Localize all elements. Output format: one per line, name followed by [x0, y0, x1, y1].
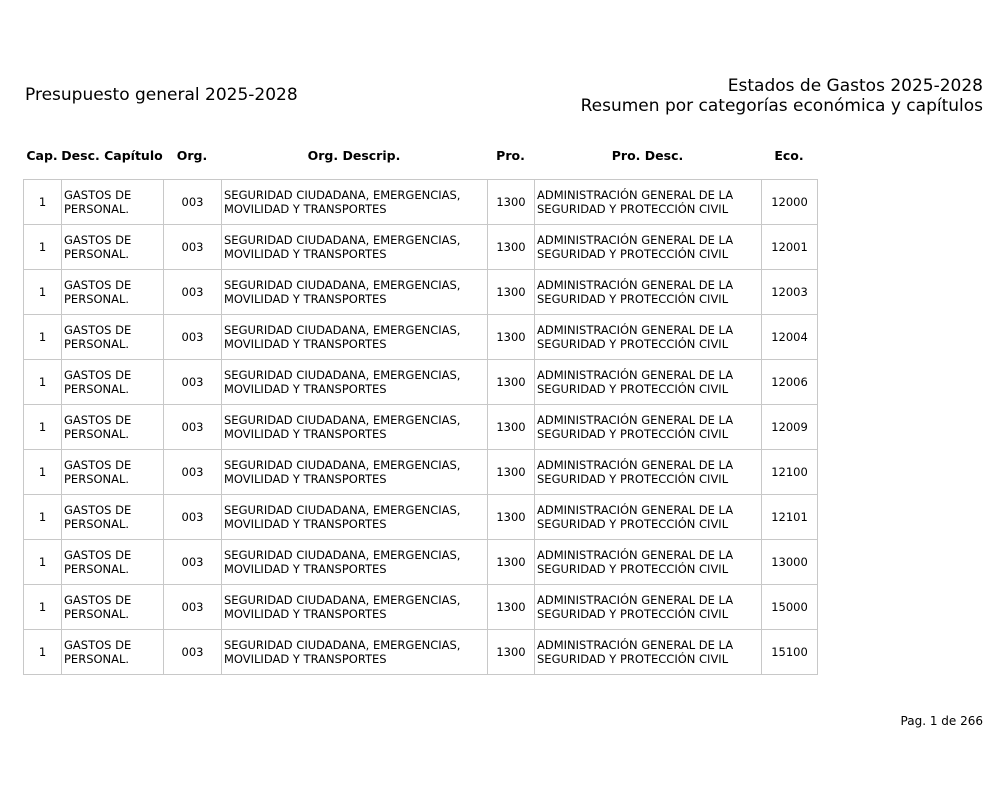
report-title-line-2: Resumen por categorías económica y capítulos — [580, 96, 983, 116]
cell-org-descrip-line-1: SEGURIDAD CIUDADANA, EMERGENCIAS, — [224, 413, 461, 427]
cell-eco: 12001 — [762, 225, 818, 270]
cell-org-descrip-line-2: MOVILIDAD Y TRANSPORTES — [224, 337, 387, 351]
column-header-pro-desc: Pro. Desc. — [611, 148, 684, 163]
cell-desc-capitulo — [62, 270, 164, 315]
cell-eco: 12006 — [762, 360, 818, 405]
cell-eco: 15000 — [762, 585, 818, 630]
cell-pro-desc-line-1: ADMINISTRACIÓN GENERAL DE LA — [537, 233, 734, 247]
cell-org-descrip-line-1: SEGURIDAD CIUDADANA, EMERGENCIAS, — [224, 368, 461, 382]
cell-pro: 1300 — [488, 630, 535, 675]
cell-desc-capitulo-line-2: PERSONAL. — [64, 292, 130, 306]
cell-org-descrip-line-2: MOVILIDAD Y TRANSPORTES — [224, 472, 387, 486]
cell-pro-desc — [535, 495, 762, 540]
cell-desc-capitulo — [62, 585, 164, 630]
cell-pro-desc-line-2: SEGURIDAD Y PROTECCIÓN CIVIL — [537, 292, 729, 306]
cell-org-descrip-line-1: SEGURIDAD CIUDADANA, EMERGENCIAS, — [224, 323, 461, 337]
cell-org: 003 — [164, 405, 222, 450]
column-header-eco: Eco. — [774, 148, 804, 163]
page-number: Pag. 1 de 266 — [900, 714, 983, 728]
cell-pro-desc-line-2: SEGURIDAD Y PROTECCIÓN CIVIL — [537, 337, 729, 351]
cell-org-descrip — [222, 450, 488, 495]
column-header-org: Org. — [176, 148, 208, 163]
cell-org-descrip-line-2: MOVILIDAD Y TRANSPORTES — [224, 292, 387, 306]
cell-desc-capitulo — [62, 450, 164, 495]
cell-org: 003 — [164, 315, 222, 360]
cell-org-descrip-line-2: MOVILIDAD Y TRANSPORTES — [224, 652, 387, 666]
cell-pro-desc — [535, 180, 762, 225]
cell-org-descrip — [222, 270, 488, 315]
cell-desc-capitulo-line-1: GASTOS DE — [64, 188, 132, 202]
cell-org-descrip — [222, 360, 488, 405]
cell-desc-capitulo-line-2: PERSONAL. — [64, 247, 130, 261]
cell-desc-capitulo — [62, 540, 164, 585]
cell-desc-capitulo-line-2: PERSONAL. — [64, 337, 130, 351]
cell-pro-desc-line-1: ADMINISTRACIÓN GENERAL DE LA — [537, 188, 734, 202]
cell-pro: 1300 — [488, 180, 535, 225]
cell-desc-capitulo-line-1: GASTOS DE — [64, 458, 132, 472]
table-row — [24, 180, 818, 225]
column-headers — [23, 148, 817, 166]
cell-desc-capitulo-line-1: GASTOS DE — [64, 413, 132, 427]
cell-cap: 1 — [24, 585, 62, 630]
cell-org-descrip — [222, 630, 488, 675]
cell-eco: 13000 — [762, 540, 818, 585]
cell-org: 003 — [164, 630, 222, 675]
cell-pro-desc-line-1: ADMINISTRACIÓN GENERAL DE LA — [537, 278, 734, 292]
cell-org: 003 — [164, 225, 222, 270]
cell-org-descrip — [222, 495, 488, 540]
cell-desc-capitulo-line-1: GASTOS DE — [64, 368, 132, 382]
cell-desc-capitulo — [62, 180, 164, 225]
cell-desc-capitulo-line-2: PERSONAL. — [64, 517, 130, 531]
cell-org: 003 — [164, 495, 222, 540]
cell-pro-desc-line-2: SEGURIDAD Y PROTECCIÓN CIVIL — [537, 472, 729, 486]
cell-desc-capitulo-line-1: GASTOS DE — [64, 638, 132, 652]
cell-pro-desc-line-1: ADMINISTRACIÓN GENERAL DE LA — [537, 503, 734, 517]
cell-desc-capitulo — [62, 405, 164, 450]
cell-org-descrip-line-1: SEGURIDAD CIUDADANA, EMERGENCIAS, — [224, 233, 461, 247]
cell-desc-capitulo-line-2: PERSONAL. — [64, 562, 130, 576]
cell-org-descrip-line-1: SEGURIDAD CIUDADANA, EMERGENCIAS, — [224, 278, 461, 292]
cell-pro: 1300 — [488, 540, 535, 585]
table-row — [24, 270, 818, 315]
cell-desc-capitulo-line-1: GASTOS DE — [64, 323, 132, 337]
cell-pro-desc-line-2: SEGURIDAD Y PROTECCIÓN CIVIL — [537, 202, 729, 216]
cell-desc-capitulo — [62, 630, 164, 675]
cell-eco: 12003 — [762, 270, 818, 315]
cell-cap: 1 — [24, 495, 62, 540]
cell-pro-desc-line-1: ADMINISTRACIÓN GENERAL DE LA — [537, 413, 734, 427]
cell-org-descrip — [222, 180, 488, 225]
cell-org-descrip-line-2: MOVILIDAD Y TRANSPORTES — [224, 562, 387, 576]
cell-desc-capitulo-line-2: PERSONAL. — [64, 472, 130, 486]
table-row — [24, 360, 818, 405]
table-row — [24, 450, 818, 495]
column-header-cap: Cap. — [26, 148, 58, 163]
table-row — [24, 540, 818, 585]
cell-desc-capitulo-line-2: PERSONAL. — [64, 652, 130, 666]
cell-pro: 1300 — [488, 405, 535, 450]
cell-org-descrip-line-1: SEGURIDAD CIUDADANA, EMERGENCIAS, — [224, 638, 461, 652]
cell-org-descrip — [222, 225, 488, 270]
cell-pro: 1300 — [488, 270, 535, 315]
cell-pro-desc-line-1: ADMINISTRACIÓN GENERAL DE LA — [537, 638, 734, 652]
cell-pro: 1300 — [488, 585, 535, 630]
cell-org-descrip-line-1: SEGURIDAD CIUDADANA, EMERGENCIAS, — [224, 188, 461, 202]
report-title — [581, 76, 983, 116]
cell-org-descrip — [222, 315, 488, 360]
cell-desc-capitulo-line-1: GASTOS DE — [64, 503, 132, 517]
cell-org-descrip-line-1: SEGURIDAD CIUDADANA, EMERGENCIAS, — [224, 458, 461, 472]
cell-org-descrip-line-2: MOVILIDAD Y TRANSPORTES — [224, 382, 387, 396]
column-header-pro: Pro. — [496, 148, 525, 163]
cell-pro-desc — [535, 225, 762, 270]
cell-pro-desc-line-1: ADMINISTRACIÓN GENERAL DE LA — [537, 368, 734, 382]
cell-eco: 12101 — [762, 495, 818, 540]
cell-pro-desc-line-2: SEGURIDAD Y PROTECCIÓN CIVIL — [537, 382, 729, 396]
cell-desc-capitulo-line-2: PERSONAL. — [64, 382, 130, 396]
cell-org-descrip-line-2: MOVILIDAD Y TRANSPORTES — [224, 247, 387, 261]
cell-org-descrip-line-2: MOVILIDAD Y TRANSPORTES — [224, 202, 387, 216]
cell-desc-capitulo-line-1: GASTOS DE — [64, 548, 132, 562]
cell-desc-capitulo-line-2: PERSONAL. — [64, 607, 130, 621]
cell-eco: 15100 — [762, 630, 818, 675]
cell-pro-desc-line-1: ADMINISTRACIÓN GENERAL DE LA — [537, 593, 734, 607]
cell-org-descrip-line-2: MOVILIDAD Y TRANSPORTES — [224, 517, 387, 531]
budget-table — [23, 179, 818, 675]
cell-desc-capitulo-line-1: GASTOS DE — [64, 278, 132, 292]
cell-desc-capitulo — [62, 315, 164, 360]
cell-org-descrip-line-1: SEGURIDAD CIUDADANA, EMERGENCIAS, — [224, 548, 461, 562]
cell-org-descrip-line-2: MOVILIDAD Y TRANSPORTES — [224, 427, 387, 441]
cell-org-descrip — [222, 585, 488, 630]
column-header-org-descrip: Org. Descrip. — [307, 148, 401, 163]
cell-pro-desc-line-2: SEGURIDAD Y PROTECCIÓN CIVIL — [537, 652, 729, 666]
cell-desc-capitulo-line-2: PERSONAL. — [64, 202, 130, 216]
cell-cap: 1 — [24, 630, 62, 675]
column-header-desc-capitulo: Desc. Capítulo — [61, 148, 163, 163]
cell-cap: 1 — [24, 270, 62, 315]
cell-pro: 1300 — [488, 360, 535, 405]
cell-pro-desc — [535, 450, 762, 495]
cell-pro-desc — [535, 630, 762, 675]
cell-eco: 12009 — [762, 405, 818, 450]
cell-org-descrip — [222, 405, 488, 450]
cell-cap: 1 — [24, 405, 62, 450]
cell-org: 003 — [164, 540, 222, 585]
cell-pro: 1300 — [488, 450, 535, 495]
cell-pro-desc — [535, 360, 762, 405]
cell-pro-desc-line-2: SEGURIDAD Y PROTECCIÓN CIVIL — [537, 607, 729, 621]
table-row — [24, 495, 818, 540]
cell-pro-desc — [535, 270, 762, 315]
cell-desc-capitulo-line-2: PERSONAL. — [64, 427, 130, 441]
cell-pro-desc — [535, 540, 762, 585]
cell-desc-capitulo — [62, 225, 164, 270]
cell-eco: 12100 — [762, 450, 818, 495]
cell-org: 003 — [164, 180, 222, 225]
cell-pro-desc-line-2: SEGURIDAD Y PROTECCIÓN CIVIL — [537, 427, 729, 441]
cell-org-descrip-line-1: SEGURIDAD CIUDADANA, EMERGENCIAS, — [224, 503, 461, 517]
cell-org: 003 — [164, 270, 222, 315]
cell-pro-desc — [535, 315, 762, 360]
cell-org: 003 — [164, 360, 222, 405]
table-row — [24, 585, 818, 630]
cell-cap: 1 — [24, 360, 62, 405]
cell-cap: 1 — [24, 540, 62, 585]
cell-pro-desc-line-2: SEGURIDAD Y PROTECCIÓN CIVIL — [537, 562, 729, 576]
document-title: Presupuesto general 2025-2028 — [25, 85, 298, 105]
cell-org: 003 — [164, 585, 222, 630]
cell-eco: 12004 — [762, 315, 818, 360]
cell-desc-capitulo — [62, 360, 164, 405]
cell-pro-desc-line-1: ADMINISTRACIÓN GENERAL DE LA — [537, 458, 734, 472]
cell-eco: 12000 — [762, 180, 818, 225]
cell-pro-desc-line-2: SEGURIDAD Y PROTECCIÓN CIVIL — [537, 517, 729, 531]
cell-org: 003 — [164, 450, 222, 495]
cell-pro: 1300 — [488, 225, 535, 270]
cell-desc-capitulo — [62, 495, 164, 540]
report-title-line-1: Estados de Gastos 2025-2028 — [727, 76, 983, 96]
cell-pro-desc-line-2: SEGURIDAD Y PROTECCIÓN CIVIL — [537, 247, 729, 261]
cell-pro-desc — [535, 585, 762, 630]
cell-org-descrip-line-1: SEGURIDAD CIUDADANA, EMERGENCIAS, — [224, 593, 461, 607]
cell-desc-capitulo-line-1: GASTOS DE — [64, 593, 132, 607]
cell-org-descrip-line-2: MOVILIDAD Y TRANSPORTES — [224, 607, 387, 621]
cell-pro: 1300 — [488, 495, 535, 540]
cell-cap: 1 — [24, 225, 62, 270]
table-row — [24, 405, 818, 450]
table-row — [24, 315, 818, 360]
table-row — [24, 225, 818, 270]
cell-pro-desc-line-1: ADMINISTRACIÓN GENERAL DE LA — [537, 548, 734, 562]
table-row — [24, 630, 818, 675]
cell-pro: 1300 — [488, 315, 535, 360]
cell-pro-desc — [535, 405, 762, 450]
cell-org-descrip — [222, 540, 488, 585]
cell-desc-capitulo-line-1: GASTOS DE — [64, 233, 132, 247]
cell-cap: 1 — [24, 315, 62, 360]
cell-cap: 1 — [24, 450, 62, 495]
cell-cap: 1 — [24, 180, 62, 225]
cell-pro-desc-line-1: ADMINISTRACIÓN GENERAL DE LA — [537, 323, 734, 337]
